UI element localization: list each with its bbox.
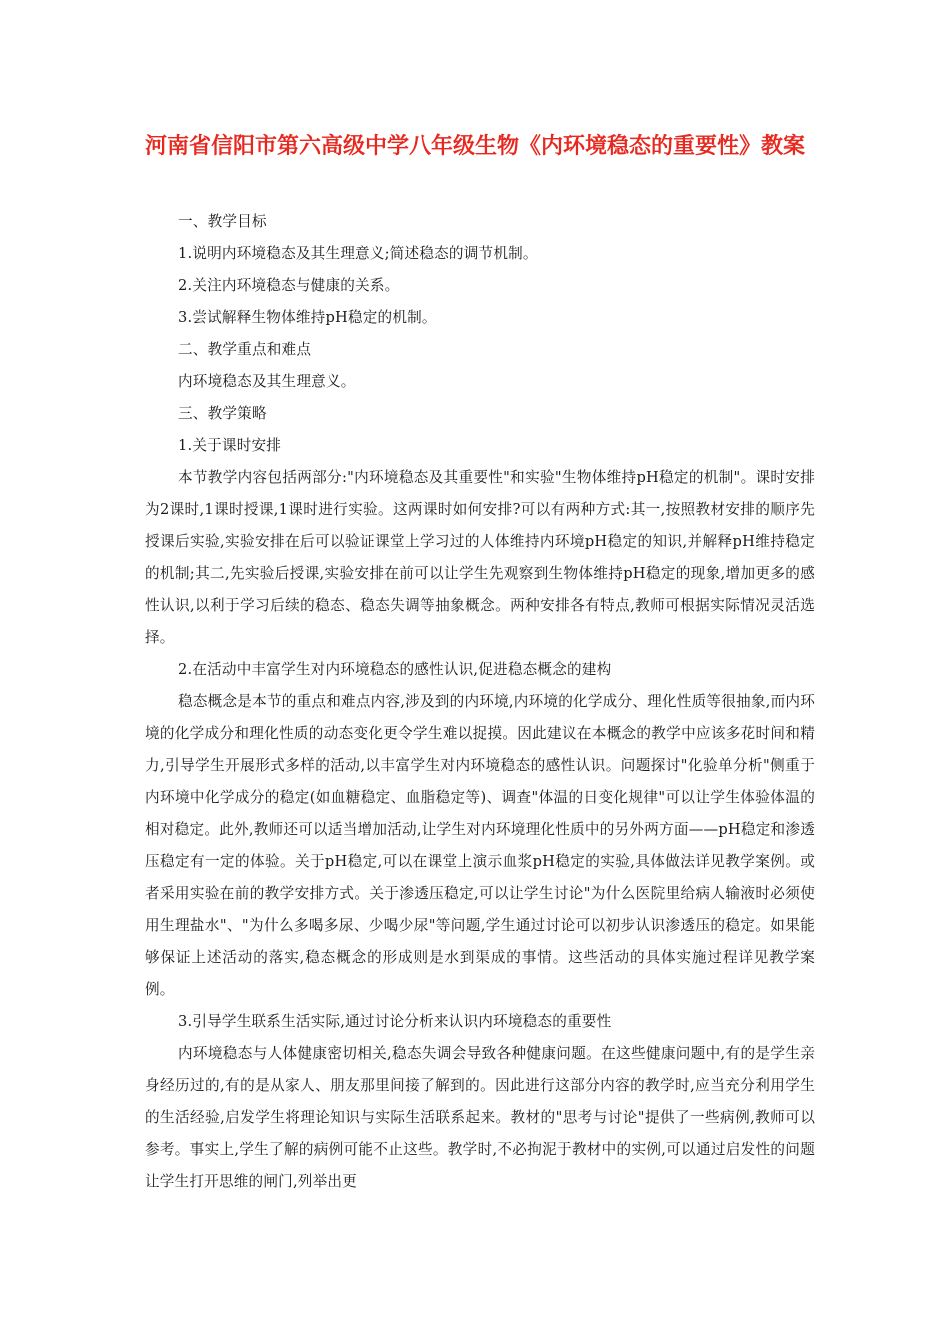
strategy-paragraph-3: 内环境稳态与人体健康密切相关,稳态失调会导致各种健康问题。在这些健康问题中,有的是学生亲身经历过的,有的是从家人、朋友那里间接了解到的。因此进行这部分内容的教学时,应当充分利用学生的生活经验,启发学生将理论知识与实际生活联系起来。教材的"思考与讨论"提供了一些病例,教师可以参考。事实上,学生了解的病例可能不止这些。教学时,不必拘泥于教材中的实例,可以通过启发性的问题让学生打开思维的闸门,列举出更 (145, 1045, 815, 1190)
document-body (145, 206, 815, 1198)
heading-key-points: 二、教学重点和难点 (178, 341, 312, 358)
strategy-subheading-3: 3.引导学生联系生活实际,通过讨论分析来认识内环境稳态的重要性 (178, 1013, 612, 1030)
goal-item-2: 2.关注内环境稳态与健康的关系。 (178, 277, 400, 294)
heading-teaching-strategy: 三、教学策略 (178, 405, 267, 422)
strategy-paragraph-2: 稳态概念是本节的重点和难点内容,涉及到的内环境,内环境的化学成分、理化性质等很抽象,而内环境的化学成分和理化性质的动态变化更令学生难以捉摸。因此建议在本概念的教学中应该多花时间和精力,引导学生开展形式多样的活动,以丰富学生对内环境稳态的感性认识。问题探讨"化验单分析"侧重于内环境中化学成分的稳定(如血糖稳定、血脂稳定等)、调查"体温的日变化规律"可以让学生体验体温的相对稳定。此外,教师还可以适当增加活动,让学生对内环境理化性质中的另外两方面——pH稳定和渗透压稳定有一定的体验。关于pH稳定,可以在课堂上演示血浆pH稳定的实验,具体做法详见教学案例。或者采用实验在前的教学安排方式。关于渗透压稳定,可以让学生讨论"为什么医院里给病人输液时必须使用生理盐水"、"为什么多喝多尿、少喝少尿"等问题,学生通过讨论可以初步认识渗透压的稳定。如果能够保证上述活动的落实,稳态概念的形成则是水到渠成的事情。这些活动的具体实施过程详见教学案例。 (145, 693, 815, 998)
strategy-subheading-2: 2.在活动中丰富学生对内环境稳态的感性认识,促进稳态概念的建构 (178, 661, 612, 678)
strategy-paragraph-1: 本节教学内容包括两部分:"内环境稳态及其重要性"和实验"生物体维持pH稳定的机制"。课时安排为2课时,1课时授课,1课时进行实验。这两课时如何安排?可以有两种方式:其一,按照教材安排的顺序先授课后实验,实验安排在后可以验证课堂上学习过的人体维持内环境pH稳定的知识,并解释pH维持稳定的机制;其二,先实验后授课,实验安排在前可以让学生先观察到生物体维持pH稳定的现象,增加更多的感性认识,以利于学习后续的稳态、稳态失调等抽象概念。两种安排各有特点,教师可根据实际情况灵活选择。 (145, 469, 815, 646)
goal-item-3: 3.尝试解释生物体维持pH稳定的机制。 (178, 309, 437, 326)
key-points-text: 内环境稳态及其生理意义。 (178, 373, 356, 390)
strategy-subheading-1: 1.关于课时安排 (178, 437, 282, 454)
document-title: 河南省信阳市第六高级中学八年级生物《内环境稳态的重要性》教案 (144, 134, 805, 159)
goal-item-1: 1.说明内环境稳态及其生理意义;简述稳态的调节机制。 (178, 245, 538, 262)
heading-teaching-goals: 一、教学目标 (178, 213, 267, 230)
